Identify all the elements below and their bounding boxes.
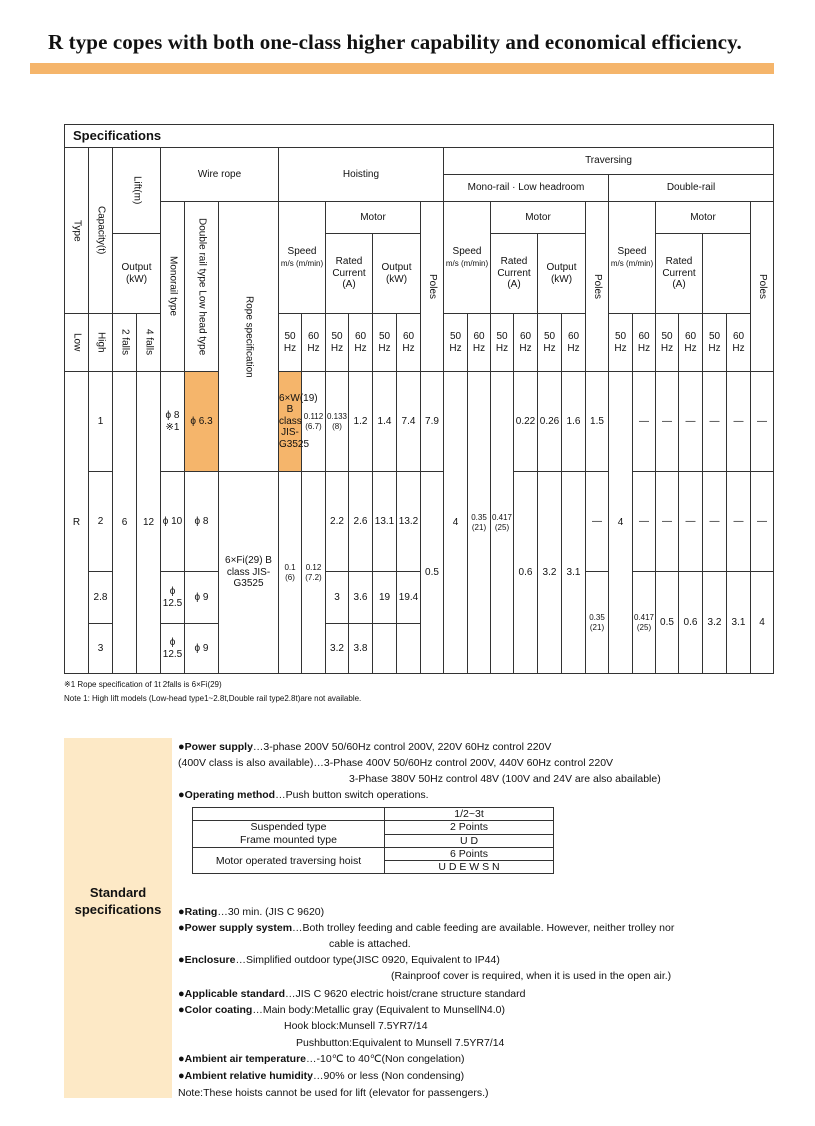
double-dash: —: [586, 472, 609, 572]
mono-speed-60: 0.417 (25): [491, 372, 514, 674]
hoist-current-60: 19.4: [397, 572, 421, 624]
hz50-header: 50 Hz: [491, 314, 514, 372]
bullet-icon: ●: [178, 954, 185, 966]
hz50-header: 50 Hz: [656, 314, 679, 372]
footnote-high-lift: Note 1: High lift models (Low-head type1~2.8t,Double rail type2.8t)are not available.: [64, 694, 362, 703]
mono-current-shared-60: 3.1: [562, 472, 586, 674]
hoist-output-50: 3.2: [326, 624, 349, 674]
capacity-cell: 2: [89, 472, 113, 572]
hz50-header: 50 Hz: [703, 314, 727, 372]
hz60-header: 60 Hz: [302, 314, 326, 372]
power-supply-line: ●Power supply…3-phase 200V 50/60Hz control 200V, 220V 60Hz control 220V: [178, 741, 552, 753]
monorail-low-header: Mono-rail · Low headroom: [444, 175, 609, 202]
double-output-50: 0.5: [656, 572, 679, 674]
op-motor-traversing-label: Motor operated traversing hoist: [193, 848, 385, 874]
monorail-rope-cell: ϕ 12.5: [161, 624, 185, 674]
double-dash: —: [633, 472, 656, 572]
op-2points: 2 Points: [385, 821, 554, 835]
double-rail-rope-cell: ϕ 9: [185, 624, 219, 674]
rope-spec-shared-cell: 6×Fi(29) B class JIS-G3525: [219, 472, 279, 674]
mono-speed-50: 0.35 (21): [468, 372, 491, 674]
hoist-speed-50: 0.112 (6.7): [302, 372, 326, 472]
hz60-header: 60 Hz: [727, 314, 751, 372]
mono-output-shared-60: 0.6: [514, 472, 538, 674]
rope-spec-cell: 6×W(19) B class JIS-G3525: [279, 372, 302, 472]
hoist-current-50: 13.1: [373, 472, 397, 572]
hz60-header: 60 Hz: [679, 314, 703, 372]
hoist-current-60: 13.2: [397, 472, 421, 572]
monorail-rope-cell: ϕ 10: [161, 472, 185, 572]
hoist-output-50: 1.2: [349, 372, 373, 472]
hoist-poles-cell: 4: [444, 372, 468, 674]
power-supply-system-line: ●Power supply system…Both trolley feeding and cable feeding are available. However, neither trolley nor: [178, 922, 675, 934]
hz60-header: 60 Hz: [562, 314, 586, 372]
type-cell: R: [65, 372, 89, 674]
double-rail-header: Double-rail: [609, 175, 774, 202]
double-current-60: 3.1: [727, 572, 751, 674]
op-6points: 6 Points: [385, 848, 554, 861]
double-rail-rope-cell: ϕ 9: [185, 572, 219, 624]
rope-spec-header: Rope specification: [219, 202, 279, 472]
capacity-cell: 2.8: [89, 572, 113, 624]
double-dash: —: [679, 472, 703, 572]
monorail-rope-cell: ϕ 12.5: [161, 572, 185, 624]
enclosure-line: ●Enclosure…Simplified outdoor type(JISC 0920, Equivalent to IP44): [178, 954, 500, 966]
bullet-icon: ●: [178, 1070, 185, 1082]
hoist-output-50: 3: [326, 572, 349, 624]
double-dash: —: [703, 372, 727, 472]
op-header: 1/2~3t: [385, 808, 554, 821]
monorail-rope-cell: ϕ 8 ※1: [161, 372, 185, 472]
hz50-header: 50 Hz: [373, 314, 397, 372]
table-row: [65, 572, 774, 624]
mono-current-header: Rated Current (A): [491, 234, 538, 314]
lift-low-cell: 6: [113, 372, 137, 674]
lift-header: Lift(m): [113, 148, 161, 234]
hz60-header: 60 Hz: [633, 314, 656, 372]
lift-high-cell: 12: [137, 372, 161, 674]
hoist-current-60: [397, 624, 421, 674]
ambient-humidity-line: ●Ambient relative humidity…90% or less (Non condensing): [178, 1070, 465, 1082]
mono-motor-header: Motor: [491, 202, 586, 234]
rating-line: ●Rating…30 min. (JIS C 9620): [178, 906, 325, 918]
hoist-output-50: 2.2: [326, 472, 349, 572]
color-coating-line-3: Pushbutton:Equivalent to Munsell 7.5YR7/14: [296, 1037, 505, 1049]
color-coating-line: ●Color coating…Main body:Metallic gray (Equivalent to MunsellN4.0): [178, 1004, 506, 1016]
mono-output-shared-50: 0.5: [421, 472, 444, 674]
mono-output-header: Output (kW): [373, 234, 421, 314]
capacity-cell: 3: [89, 624, 113, 674]
hoist-speed-header: Speed m/s (m/min): [279, 202, 326, 314]
hoist-motor-header: Motor: [326, 202, 421, 234]
bullet-icon: ●: [178, 1004, 185, 1016]
hoist-output-header: Output (kW): [113, 234, 161, 314]
power-supply-line-2: (400V class is also available)…3-Phase 400V 50/60Hz control 200V, 440V 60Hz control 220V: [178, 757, 614, 769]
hoist-current-50: [373, 624, 397, 674]
hoist-output-60: 1.4: [373, 372, 397, 472]
type-header: Type: [65, 148, 89, 314]
standard-spec-label: Standard specifications: [74, 885, 162, 917]
table-row: [65, 372, 774, 472]
operating-method-line: ●Operating method…Push button switch operations.: [178, 789, 429, 801]
monorail-type-header: Monorail type: [161, 202, 185, 372]
operating-method-table: [192, 807, 554, 874]
standard-spec-label-box: [64, 738, 172, 1098]
double-dash: —: [703, 472, 727, 572]
hz50-header: 50 Hz: [538, 314, 562, 372]
hoist-speed-shared-50: 0.1 (6): [279, 472, 302, 674]
double-dash: —: [751, 372, 774, 472]
hz60-header: 60 Hz: [349, 314, 373, 372]
op-suspended-frame-label: Suspended type Frame mounted type: [193, 821, 385, 848]
wire-rope-header: Wire rope: [161, 148, 279, 202]
double-motor-header: Motor: [656, 202, 751, 234]
double-output-header: Output (kW): [538, 234, 586, 314]
final-note: Note:These hoists cannot be used for lift (elevator for passengers.): [178, 1087, 489, 1099]
power-supply-system-line-2: cable is attached.: [329, 938, 411, 950]
double-speed-60: 0.417 (25): [633, 572, 656, 674]
double-dash: —: [679, 372, 703, 472]
ambient-temperature-line: ●Ambient air temperature…-10℃ to 40℃(Non congelation): [178, 1053, 465, 1065]
double-speed-50: 0.35 (21): [586, 572, 609, 674]
op-ud: U D: [385, 834, 554, 848]
lift-low-header: Low: [65, 314, 89, 372]
hoisting-header: Hoisting: [279, 148, 444, 202]
hoist-speed-60: 0.133 (8): [326, 372, 349, 472]
mono-current-60: 1.5: [586, 372, 609, 472]
double-dash: —: [656, 472, 679, 572]
hoist-current-60: 7.9: [421, 372, 444, 472]
op-udewsn: U D E W S N: [385, 861, 554, 874]
hoist-output-60: 3.6: [349, 572, 373, 624]
power-supply-line-3: 3-Phase 380V 50Hz control 48V (100V and 24V are also abailable): [349, 773, 661, 785]
applicable-standard-line: ●Applicable standard…JIS C 9620 electric hoist/crane structure standard: [178, 988, 526, 1000]
double-rail-rope-cell: ϕ 8: [185, 472, 219, 572]
lift-high-header: High: [89, 314, 113, 372]
mono-current-shared-50: 3.2: [538, 472, 562, 674]
double-speed-header: Speed m/s (m/min): [609, 202, 656, 314]
title-underline-bar: [30, 63, 774, 74]
double-poles-header: Poles: [751, 202, 774, 372]
table-row: [65, 472, 774, 572]
hoist-current-header: Rated Current (A): [326, 234, 373, 314]
hz50-header: 50 Hz: [609, 314, 633, 372]
mono-speed-header: Speed m/s (m/min): [444, 202, 491, 314]
mono-output-60: 0.26: [538, 372, 562, 472]
falls-2-header: 2 falls: [113, 314, 137, 372]
double-dash: —: [633, 372, 656, 472]
traversing-header: Traversing: [444, 148, 774, 175]
color-coating-line-2: Hook block:Munsell 7.5YR7/14: [284, 1020, 428, 1032]
hoist-output-60: 2.6: [349, 472, 373, 572]
mono-poles-header: Poles: [586, 202, 609, 372]
hz60-header: 60 Hz: [397, 314, 421, 372]
double-poles-cell: 4: [751, 572, 774, 674]
double-output-60: 0.6: [679, 572, 703, 674]
double-rail-rope-cell: ϕ 6.3: [185, 372, 219, 472]
double-dash: —: [656, 372, 679, 472]
page-title: R type copes with both one-class higher capability and economical efficiency.: [48, 30, 742, 54]
double-current-header: Rated Current (A): [656, 234, 703, 314]
hz50-header: 50 Hz: [444, 314, 468, 372]
specifications-table: [64, 124, 774, 674]
footnote-rope: ※1 Rope specification of 1t 2falls is 6×Fi(29): [64, 680, 222, 689]
double-current-50: 3.2: [703, 572, 727, 674]
hz50-header: 50 Hz: [279, 314, 302, 372]
hz50-header: 50 Hz: [326, 314, 349, 372]
bullet-icon: ●: [178, 789, 185, 801]
bullet-icon: ●: [178, 922, 185, 934]
mono-current-50: 1.6: [562, 372, 586, 472]
hoist-speed-shared-60: 0.12 (7.2): [302, 472, 326, 674]
bullet-icon: ●: [178, 988, 185, 1000]
double-dash: —: [727, 472, 751, 572]
capacity-cell: 1: [89, 372, 113, 472]
table-caption: Specifications: [65, 125, 774, 148]
hoist-output-60: 3.8: [349, 624, 373, 674]
double-rail-type-header: Double rail type Low head type: [185, 202, 219, 372]
double-dash: —: [727, 372, 751, 472]
hoist-poles-header: Poles: [421, 202, 444, 372]
falls-4-header: 4 falls: [137, 314, 161, 372]
double-dash: —: [751, 472, 774, 572]
enclosure-line-2: (Rainproof cover is required, when it is used in the open air.): [391, 970, 672, 982]
mono-output-50: 0.22: [514, 372, 538, 472]
hz60-header: 60 Hz: [514, 314, 538, 372]
capacity-header: Capacity(t): [89, 148, 113, 314]
hoist-current-50: 19: [373, 572, 397, 624]
bullet-icon: ●: [178, 741, 185, 753]
hoist-current-50: 7.4: [397, 372, 421, 472]
mono-poles-cell: 4: [609, 372, 633, 674]
hz60-header: 60 Hz: [468, 314, 491, 372]
bullet-icon: ●: [178, 906, 185, 918]
bullet-icon: ●: [178, 1053, 185, 1065]
